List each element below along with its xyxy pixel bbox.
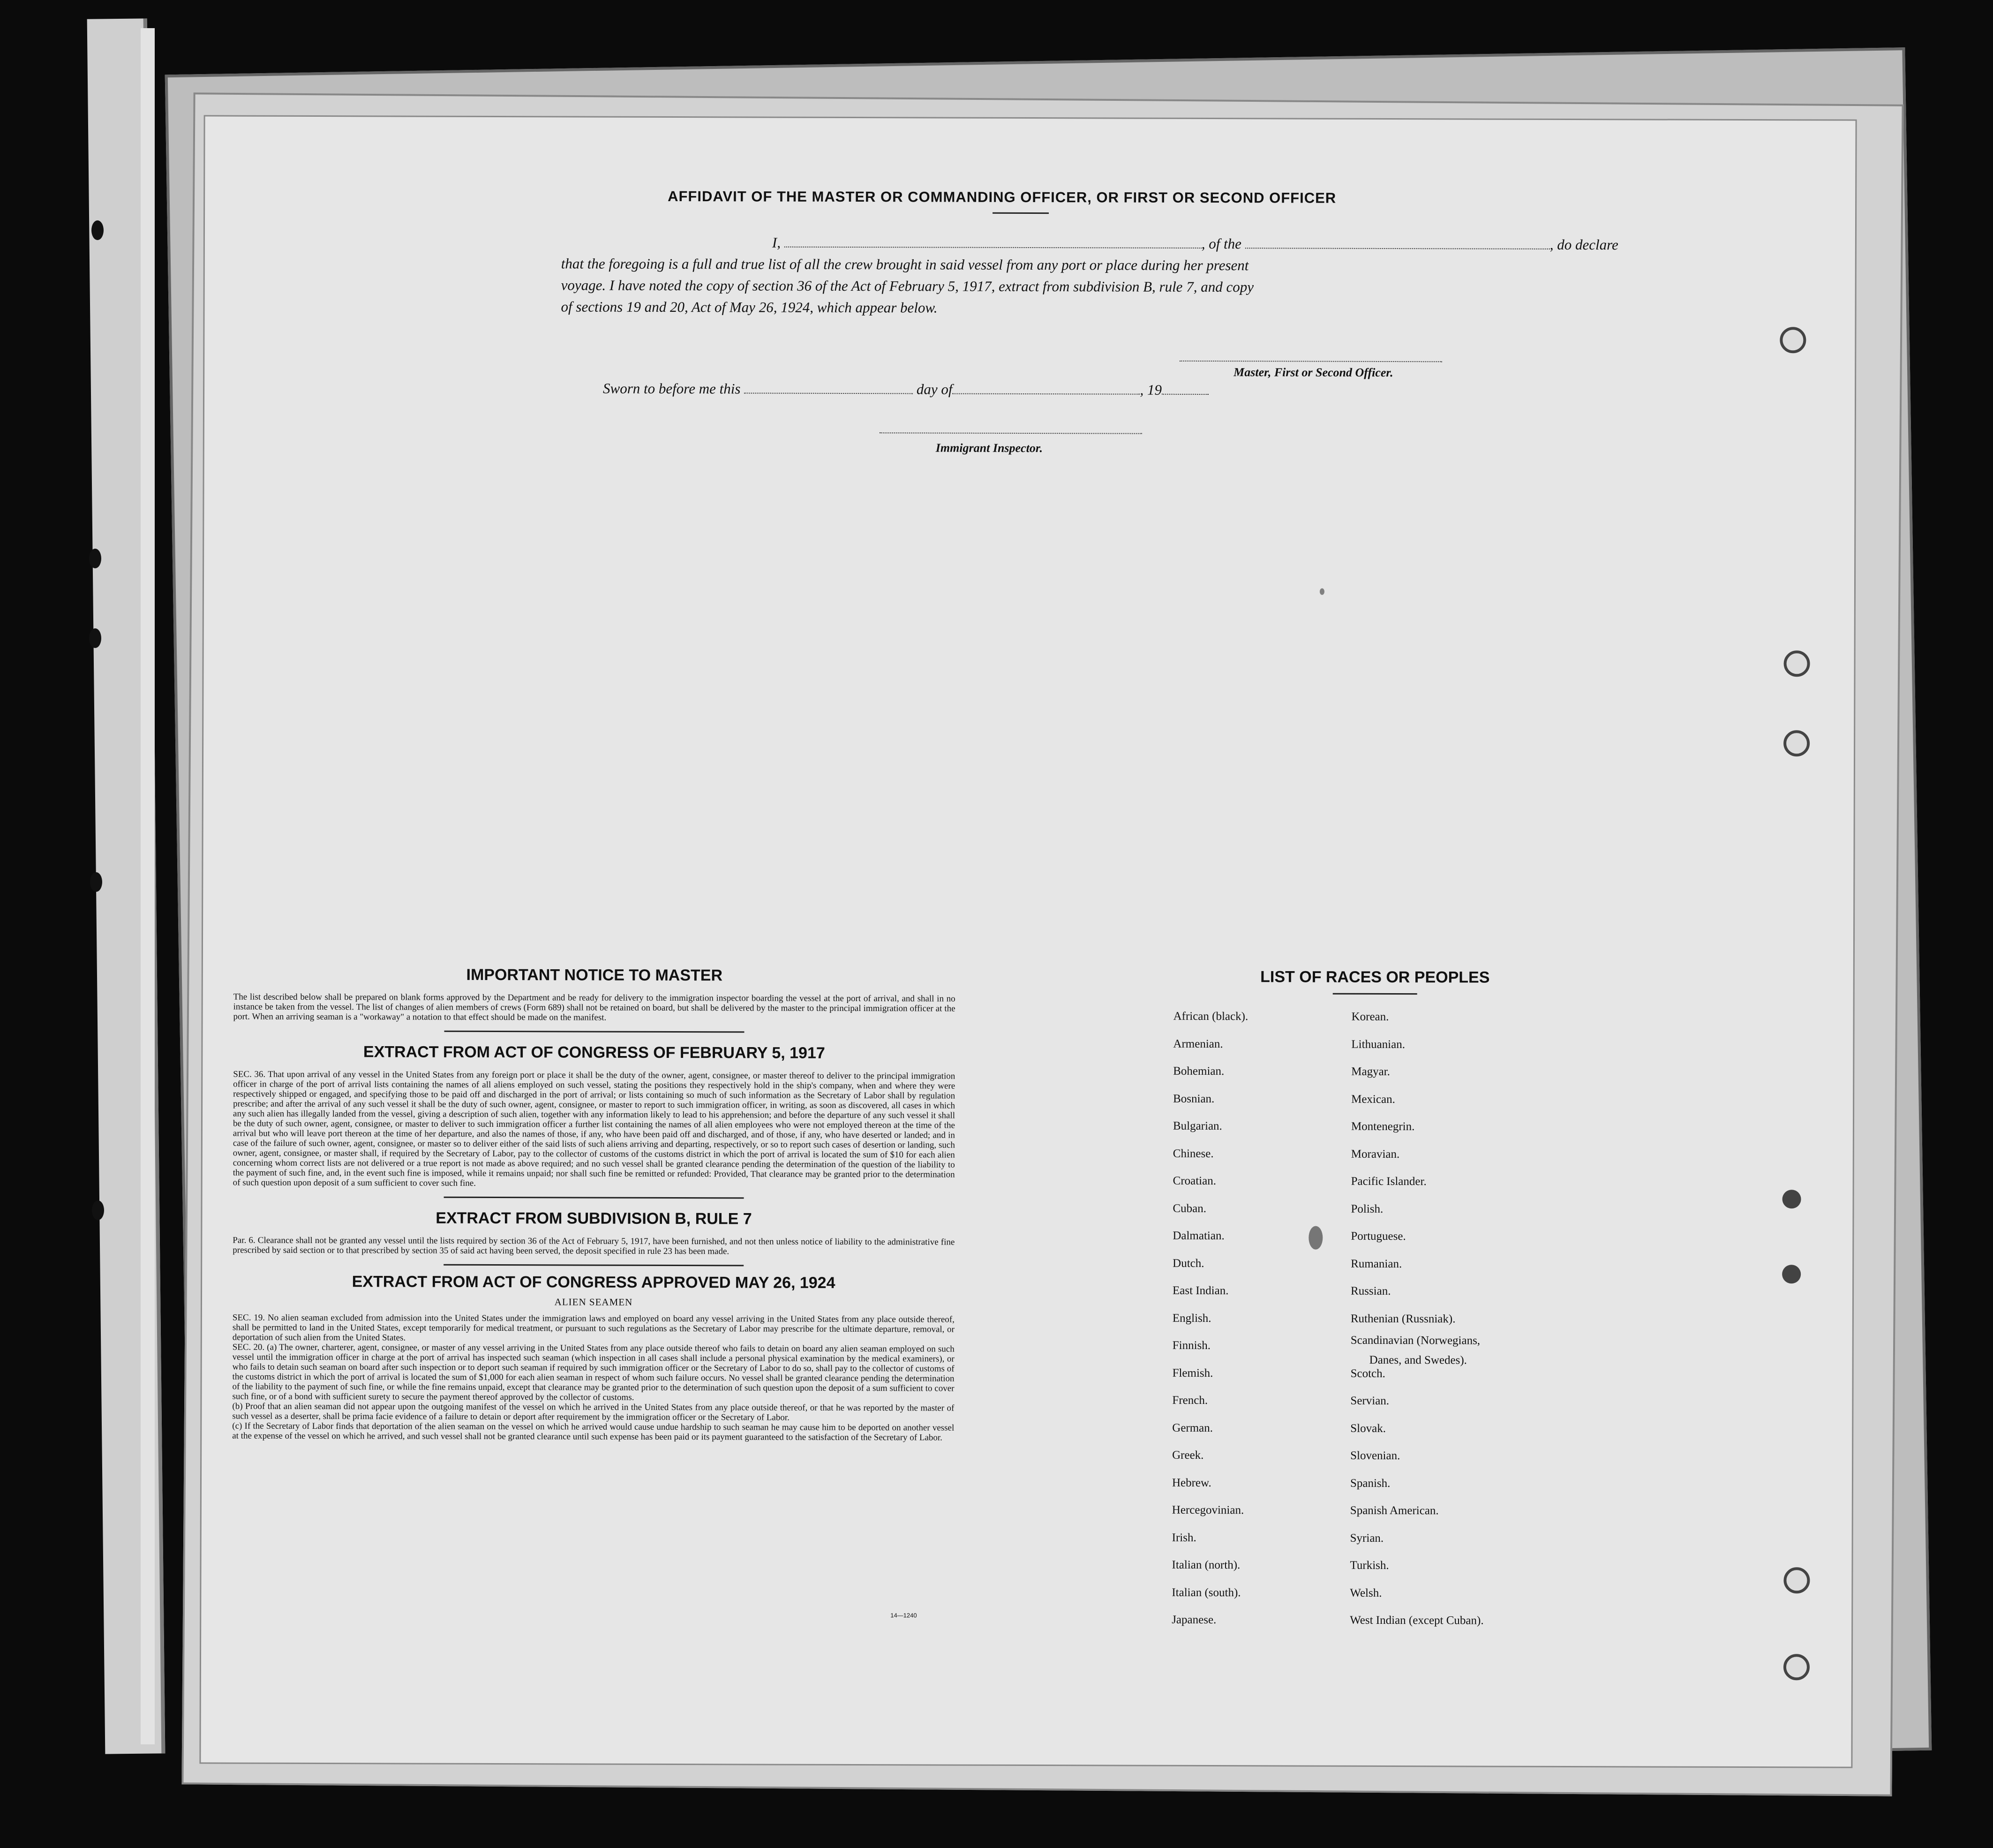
race-item: Slovenian.	[1350, 1449, 1400, 1463]
form-code: 14—1240	[890, 1612, 917, 1619]
rule7-title: EXTRACT FROM SUBDIVISION B, RULE 7	[436, 1209, 752, 1228]
race-item: Finnish.	[1172, 1339, 1211, 1352]
rule7-body: Par. 6. Clearance shall not be granted any vessel until the lists required by section 36 of the Act of February 5, 1917, have been furnished, and not then unless notice of liability to the administrative fine prescribed by said section or to that prescribed by section 35 of said act having been served, the deposit specified in rule 23 has been made.	[233, 1235, 955, 1257]
binder-hole	[92, 1200, 104, 1220]
sworn-label: Sworn to before me this	[603, 380, 741, 397]
punch-hole	[1780, 327, 1806, 353]
binder-hole	[90, 872, 102, 892]
sworn-day-blank	[744, 380, 913, 394]
race-item: Bulgarian.	[1173, 1119, 1222, 1133]
race-item: Hebrew.	[1172, 1476, 1211, 1489]
sec20a-body: SEC. 20. (a) The owner, charterer, agent, consignee, or master of any vessel arriving in the United States from any place outside thereof who fails to detain on board any alien seaman employed on such vessel until the immigration officer in charge at the port of arrival has inspected such seaman (which inspection in all cases shall include a personal physical examination by the medical examiners), or who fails to detain such seaman on board after such inspection or to deport such seaman if required by such immigration officer or the Secretary of Labor to do so, shall pay to the collector of customs of the customs district in which the port of arrival is located the sum of $1,000 for each alien seaman in respect of whom such failure occurs. No vessel shall be granted clearance pending the determination of the liability to the payment of such fine, or while the fine remains unpaid, except that clearance may be granted prior to the determination of such question upon the deposit of a sum sufficient to cover such fine, or of a bond with sufficient surety to secure the payment thereof approved by the collector of customs.	[232, 1342, 955, 1403]
race-item: Montenegrin.	[1351, 1120, 1415, 1133]
ink-smudge	[1309, 1226, 1323, 1250]
sec20c-body: (c) If the Secretary of Labor finds that deportation of the alien seaman on the vessel on which he arrived would cause undue hardship to such seaman he may cause him to be deported on another vessel at the expense of the vessel on which he arrived, and such vessel shall not be granted clearance until such expense has been paid or its payment guaranteed to the satisfaction of the Secretary of Labor.	[232, 1421, 955, 1443]
section-rule	[444, 1031, 744, 1033]
race-item: French.	[1172, 1394, 1208, 1407]
race-item: Magyar.	[1351, 1065, 1390, 1079]
race-item: Armenian.	[1173, 1037, 1223, 1050]
punch-hole	[1783, 650, 1810, 677]
section-rule	[444, 1197, 744, 1199]
punch-hole	[1783, 730, 1810, 756]
declaration-do-declare: , do declare	[1549, 236, 1618, 253]
races-grid	[1164, 1010, 1586, 1627]
race-item: Japanese.	[1172, 1613, 1217, 1627]
punch-hole	[1783, 1567, 1810, 1593]
binder-hole	[89, 549, 101, 568]
race-item: Moravian.	[1351, 1147, 1400, 1161]
inspector-signature-line	[880, 432, 1142, 434]
sworn-year: , 19	[1140, 381, 1162, 398]
race-item: German.	[1172, 1421, 1213, 1434]
affidavit-section	[561, 188, 1618, 320]
races-rule	[1333, 993, 1417, 995]
race-item: Servian.	[1350, 1394, 1390, 1408]
master-name-blank	[784, 234, 1202, 249]
punch-hole-dark	[1782, 1190, 1801, 1208]
declaration-line-3: voyage. I have noted the copy of section 36 of the Act of February 5, 1917, extract from subdivision B, rule 7, and copy	[561, 277, 1254, 295]
sworn-day-of: day of	[916, 381, 953, 398]
race-item: Danes, and Swedes).	[1369, 1353, 1467, 1367]
race-item: English.	[1172, 1312, 1211, 1325]
extract-1924-title: EXTRACT FROM ACT OF CONGRESS APPROVED MAY 26, 1924	[352, 1273, 835, 1292]
race-item: Rumanian.	[1351, 1257, 1402, 1270]
race-item: Flemish.	[1172, 1366, 1213, 1380]
race-item: Polish.	[1351, 1202, 1384, 1215]
race-item: Scotch.	[1350, 1367, 1385, 1380]
extract-1917-body: SEC. 36. That upon arrival of any vessel in the United States from any foreign port or place it shall be the duty of the owner, agent, consignee, or master thereof to deliver to the principal immigration officer in charge of the port of arrival lists containing the names of all aliens employed on such vessel, stating the positions they respectively hold in the ship's company, when and where they were respectively shipped or engaged, and specifying those to be paid off and discharged in the port of arrival; or lists containing so much of such information as the Secretary of Labor shall by regulation prescribe; and after the arrival of any such vessel it shall be the duty of such owner, agent, consignee, or master to report to such immigration officer, in writing, as soon as discovered, all cases in which any such alien has illegally landed from the vessel, giving a description of such alien, together with any information likely to lead to his apprehension; and before the departure of any such vessel it shall be the duty of such owner, agent, consignee, or master to deliver to such immigration officer a further list containing the names of all alien employees who were not employed thereon at the time of the arrival but who will leave port thereon at the time of her departure, and also the names of those, if any, who have been paid off and discharged, and of those, if any, who have deserted or landed; and in case of the failure of such owner, agent, consignee, or master so to deliver either of the said lists of such aliens arriving and departing, respectively, or so to report such cases of desertion or landing, such owner, agent, consignee, or master shall, if required by the Secretary of Labor, pay to the collector of customs of the customs district in which the port of arrival is located the sum of $10 for each alien concerning whom correct lists are not delivered or a true report is not made as above required; and no such vessel shall be granted clearance pending the determination of the question of the liability to the payment of such fine, and, in the event such fine is imposed, while it remains unpaid; nor shall such fine be remitted or refunded: Provided, That clearance may be granted prior to the determination of such question upon deposit of a sum sufficient to cover such fine.	[233, 1069, 955, 1188]
race-item: Spanish.	[1350, 1477, 1391, 1490]
master-signature-line	[1180, 361, 1442, 362]
races-title: LIST OF RACES OR PEOPLES	[1260, 968, 1490, 987]
notice-body: The list described below shall be prepared on blank forms approved by the Department and be ready for delivery to the immigration inspector boarding the vessel at the port of arrival, and shall in no instance be taken from the vessel. The list of changes of alien members of crews (Form 689) shall not be retained on board, but shall be delivered by the master to the principal immigration officer at the port. When an arriving seaman is a "workaway" a notation to that effect should be made on the manifest.	[233, 992, 955, 1023]
sec19-body: SEC. 19. No alien seaman excluded from admission into the United States under the immigration laws and employed on board any vessel arriving in the United States from any place outside thereof, shall be permitted to land in the United States, except temporarily for medical treatment, or pursuant to such regulations as the Secretary of Labor may prescribe for the ultimate departure, removal, or deportation of such alien from the United States.	[232, 1312, 955, 1343]
declaration-of-the: , of the	[1201, 235, 1242, 252]
race-item: Croatian.	[1173, 1174, 1217, 1188]
declaration-i: I,	[772, 234, 781, 251]
race-item: West Indian (except Cuban).	[1350, 1614, 1484, 1627]
punch-hole	[1783, 1654, 1810, 1680]
race-item: Italian (north).	[1172, 1558, 1241, 1572]
declaration-line-1	[561, 231, 1618, 255]
binder-hole	[89, 628, 101, 648]
inspector-signature-label: Immigrant Inspector.	[935, 441, 1043, 455]
declaration-line-2: that the foregoing is a full and true list of all the crew brought in said vessel from any port or place during her present	[561, 255, 1249, 274]
sworn-year-blank	[1162, 382, 1209, 395]
race-item: Bohemian.	[1173, 1064, 1225, 1078]
races-section	[1164, 968, 1586, 1627]
sworn-month-blank	[953, 381, 1140, 395]
race-item: Chinese.	[1173, 1147, 1214, 1160]
race-item: Italian (south).	[1172, 1586, 1241, 1599]
title-rule	[993, 212, 1049, 214]
ink-speck	[1320, 588, 1324, 595]
declaration-line-4: of sections 19 and 20, Act of May 26, 1924, which appear below.	[561, 298, 938, 316]
race-item: Mexican.	[1351, 1093, 1395, 1106]
affidavit-title: AFFIDAVIT OF THE MASTER OR COMMANDING OFFICER, OR FIRST OR SECOND OFFICER	[668, 188, 1337, 206]
race-item: Syrian.	[1350, 1531, 1384, 1545]
race-item: Slovak.	[1350, 1422, 1386, 1435]
race-item: African (black).	[1173, 1010, 1248, 1023]
race-item: Dalmatian.	[1173, 1229, 1225, 1243]
race-item: Lithuanian.	[1351, 1038, 1406, 1051]
race-item: Ruthenian (Russniak).	[1350, 1312, 1456, 1325]
extract-1917-title: EXTRACT FROM ACT OF CONGRESS OF FEBRUARY 5, 1917	[363, 1043, 825, 1062]
binder-hole	[91, 220, 104, 240]
race-item: Korean.	[1351, 1010, 1389, 1024]
race-item: Cuban.	[1173, 1202, 1207, 1215]
vessel-name-blank	[1245, 235, 1550, 249]
race-item: Dutch.	[1173, 1257, 1204, 1270]
sec20b-body: (b) Proof that an alien seaman did not appear upon the outgoing manifest of the vessel on which he arrived in the United States from any place outside thereof, or that he was reported by the master of such vessel as a deserter, shall be prima facie evidence of a failure to detain or deport after requirement by the immigration officer or the Secretary of Labor.	[232, 1401, 955, 1423]
race-item: Spanish American.	[1350, 1504, 1439, 1517]
race-item: Irish.	[1172, 1531, 1196, 1544]
alien-seamen-subtitle: ALIEN SEAMEN	[554, 1296, 633, 1308]
race-item: Greek.	[1172, 1448, 1204, 1462]
binder-strip-edge	[141, 28, 155, 1744]
left-column	[232, 965, 955, 1443]
section-rule	[444, 1264, 744, 1267]
race-item: Russian.	[1351, 1284, 1391, 1298]
race-item: Pacific Islander.	[1351, 1175, 1427, 1188]
race-item: Welsh.	[1350, 1586, 1382, 1599]
notice-title: IMPORTANT NOTICE TO MASTER	[466, 965, 723, 985]
race-item: East Indian.	[1173, 1284, 1229, 1297]
punch-hole-dark	[1782, 1265, 1801, 1283]
race-item: Bosnian.	[1173, 1092, 1215, 1105]
race-item: Scandinavian (Norwegians,	[1350, 1334, 1481, 1347]
race-item: Hercegovinian.	[1172, 1503, 1244, 1517]
sworn-line	[603, 378, 1209, 401]
race-item: Turkish.	[1350, 1559, 1389, 1572]
master-signature-label: Master, First or Second Officer.	[1233, 365, 1393, 380]
race-item: Portuguese.	[1351, 1229, 1406, 1243]
document-page	[199, 115, 1857, 1768]
